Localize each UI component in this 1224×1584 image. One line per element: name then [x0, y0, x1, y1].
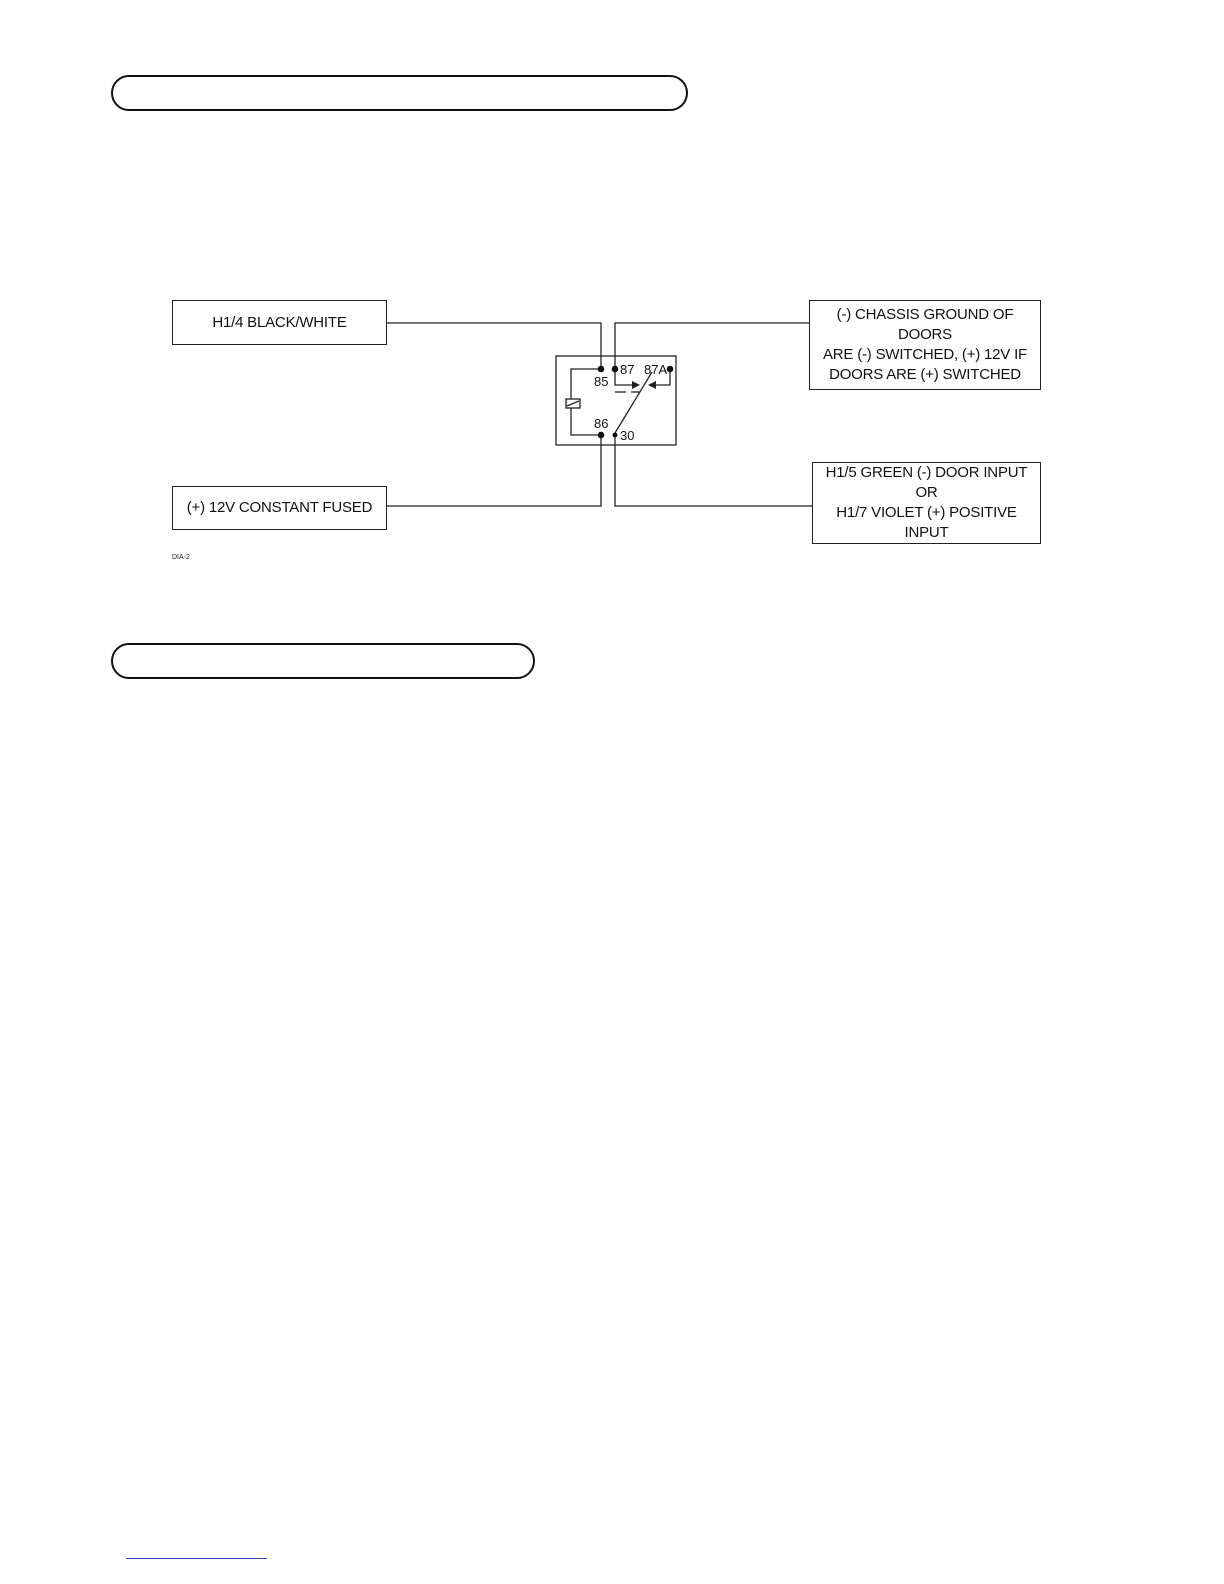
terminal-label-87: 87: [620, 362, 635, 377]
terminal-label-87a: 87A: [644, 362, 668, 377]
terminal-dot-30: [613, 433, 618, 438]
diagram-code: DIA-2: [172, 554, 190, 561]
terminal-dot-87a: [667, 366, 674, 373]
arrow-87a: [648, 381, 656, 389]
coil-winding: [567, 401, 579, 406]
terminal-label-30: 30: [620, 428, 635, 443]
terminal-label-85: 85: [594, 374, 609, 389]
terminal-dot-87: [612, 366, 619, 373]
box-12v-constant-fused: [172, 486, 387, 530]
box-line: DOORS ARE (+) SWITCHED: [829, 366, 1021, 383]
terminal-dot-86: [598, 432, 605, 439]
box-line: H1/4 BLACK/WHITE: [212, 313, 347, 331]
box-line: H1/7 VIOLET (+) POSITIVE INPUT: [836, 504, 1017, 541]
box-line: OR: [915, 484, 938, 501]
box-line: (+) 12V CONSTANT FUSED: [186, 499, 373, 516]
box-door-input: [812, 462, 1041, 544]
wire-85: [387, 323, 601, 369]
arrow-87: [632, 381, 640, 389]
box-line: H1/5 GREEN (-) DOOR INPUT: [825, 464, 1028, 481]
box-chassis-ground: [809, 300, 1041, 390]
box-h1-4-black-white: [172, 300, 387, 345]
terminal-dot-85: [598, 366, 605, 373]
box-line: (-) CHASSIS GROUND OF DOORS: [836, 306, 1014, 343]
footer-rule: [126, 1558, 267, 1559]
box-line: ARE (-) SWITCHED, (+) 12V IF: [823, 346, 1027, 363]
terminal-label-86: 86: [594, 416, 609, 431]
switch-arm: [615, 372, 652, 433]
